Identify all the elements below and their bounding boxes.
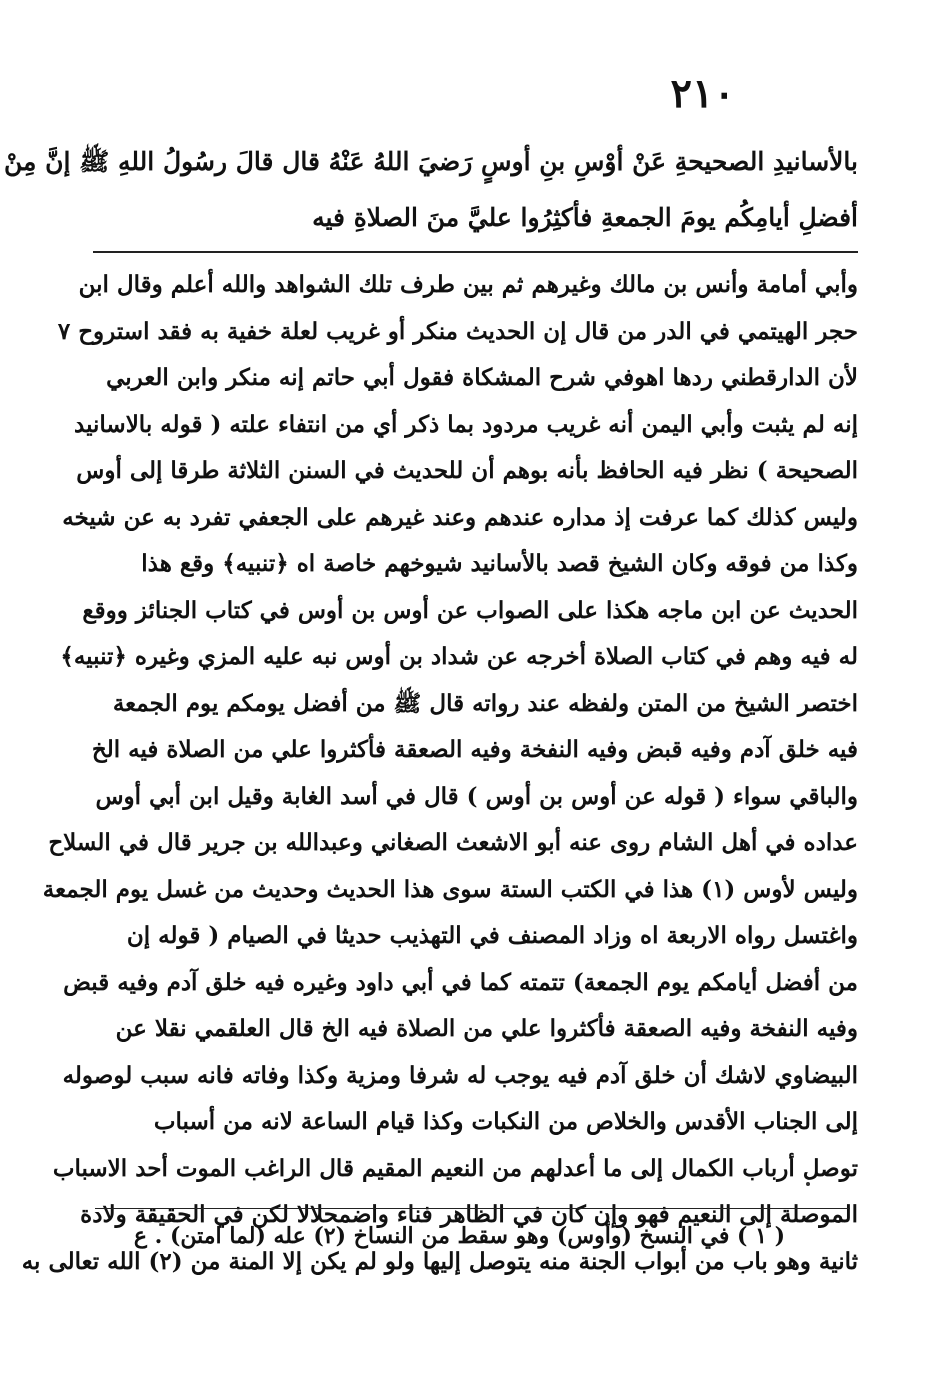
commentary-line: والباقي سواء ( قوله عن أوس بن أوس ) قال في أسد الغابة وقيل ابن أبي أوس (95, 782, 858, 810)
hadith-text (3, 134, 858, 246)
commentary-line: اختصر الشيخ من المتن ولفظه عند رواته قال ﷺ من أفضل يومكم يوم الجمعة (112, 689, 858, 717)
commentary-line: إلى الجناب الأقدس والخلاص من النكبات وكذا قيام الساعة لانه من أسباب (153, 1108, 858, 1135)
margin-mark (806, 1182, 810, 1186)
footnote-separator (95, 1208, 850, 1209)
commentary-line: الصحيحة ) نظر فيه الحافظ بأنه بوهم أن للحديث في السنن الثلاثة طرقا إلى أوس (76, 457, 858, 484)
hadith-line: بالأسانيدِ الصحيحةِ عَنْ أوْسِ بنِ أوسٍ رَضيَ اللهُ عَنْهُ قال قالَ رسُولُ اللهِ ﷺ إنَّ مِنْ (3, 147, 858, 176)
commentary-line: لأن الدارقطني ردها اهوفي شرح المشكاة فقول أبي حاتم إنه منكر وابن العربي (106, 364, 858, 391)
commentary-line: وفيه النفخة وفيه الصعقة فأكثروا علي من الصلاة فيه الخ قال العلقمي نقلا عن (115, 1015, 858, 1042)
commentary-line: الموصلة إلى النعيم فهو وإن كان في الظاهر فناء واضمحلالا لكن في الحقيقة ولادة (80, 1201, 858, 1228)
commentary-line: البيضاوي لاشك أن خلق آدم فيه يوجب له شرفا ومزية وكذا وفاته فانه سبب لوصوله (62, 1061, 858, 1089)
commentary-line: ثانية وهو باب من أبواب الجنة منه يتوصل إليها ولو لم يكن إلا المنة من (٢) الله تعالى به (21, 1247, 858, 1275)
commentary-line: له فيه وهم في كتاب الصلاة أخرجه عن شداد بن أوس نبه عليه المزي وغيره ﴿تنبيه﴾ (60, 643, 858, 670)
footnote: ( ١ ) في النسخ (وأوس) وهو سقط من النساخ (٢) عله (لما امتن) . ع (133, 1223, 785, 1249)
commentary-line: من أفضل أيامكم يوم الجمعة) تتمته كما في أبي داود وغيره فيه خلق آدم وفيه قبض (63, 968, 858, 996)
hadith-line: أفضلِ أيامِكُم يومَ الجمعةِ فأكثِرُوا عليَّ منَ الصلاةِ فيه (312, 203, 858, 232)
commentary-line: حجر الهيتمي في الدر من قال إن الحديث منكر أو غريب لعلة خفية به فقد استروح ٧ (57, 317, 858, 345)
commentary-line: فيه خلق آدم وفيه قبض وفيه النفخة وفيه الصعقة فأكثروا علي من الصلاة فيه الخ (91, 736, 858, 763)
commentary-line: وكذا من فوقه وكان الشيخ قصد بالأسانيد شيوخهم خاصة اه ﴿تنبيه﴾ وقع هذا (141, 550, 858, 577)
commentary-line: وأبي أمامة وأنس بن مالك وغيرهم ثم بين طرف تلك الشواهد والله أعلم وقال ابن (78, 271, 858, 298)
commentary-line: الحديث عن ابن ماجه هكذا على الصواب عن أوس بن أوس في كتاب الجنائز ووقع (82, 596, 858, 624)
commentary-line: إنه لم يثبت وأبي اليمن أنه غريب مردود بما ذكر أي من انتفاء علته ( قوله بالاسانيد (74, 410, 858, 438)
commentary-line: وليس لأوس (١) هذا في الكتب الستة سوى هذا الحديث وحديث من غسل يوم الجمعة (42, 875, 858, 903)
page-number: ٢١٠ (670, 70, 735, 117)
commentary-line: واغتسل رواه الاربعة اه وزاد المصنف في التهذيب حديثا في الصيام ( قوله إن (126, 922, 858, 949)
commentary-line: عداده في أهل الشام روى عنه أبو الاشعث الصغاني وعبدالله بن جرير قال في السلاح (48, 829, 858, 856)
commentary-line: توصل أرباب الكمال إلى ما أعدلهم من النعيم المقيم قال الراغب الموت أحد الاسباب (52, 1154, 858, 1182)
commentary-text (21, 262, 858, 1285)
separator-line (93, 251, 858, 253)
commentary-line: وليس كذلك كما عرفت إذ مداره عندهم وعند غيرهم على الجعفي تفرد به عن شيخه (62, 503, 858, 531)
